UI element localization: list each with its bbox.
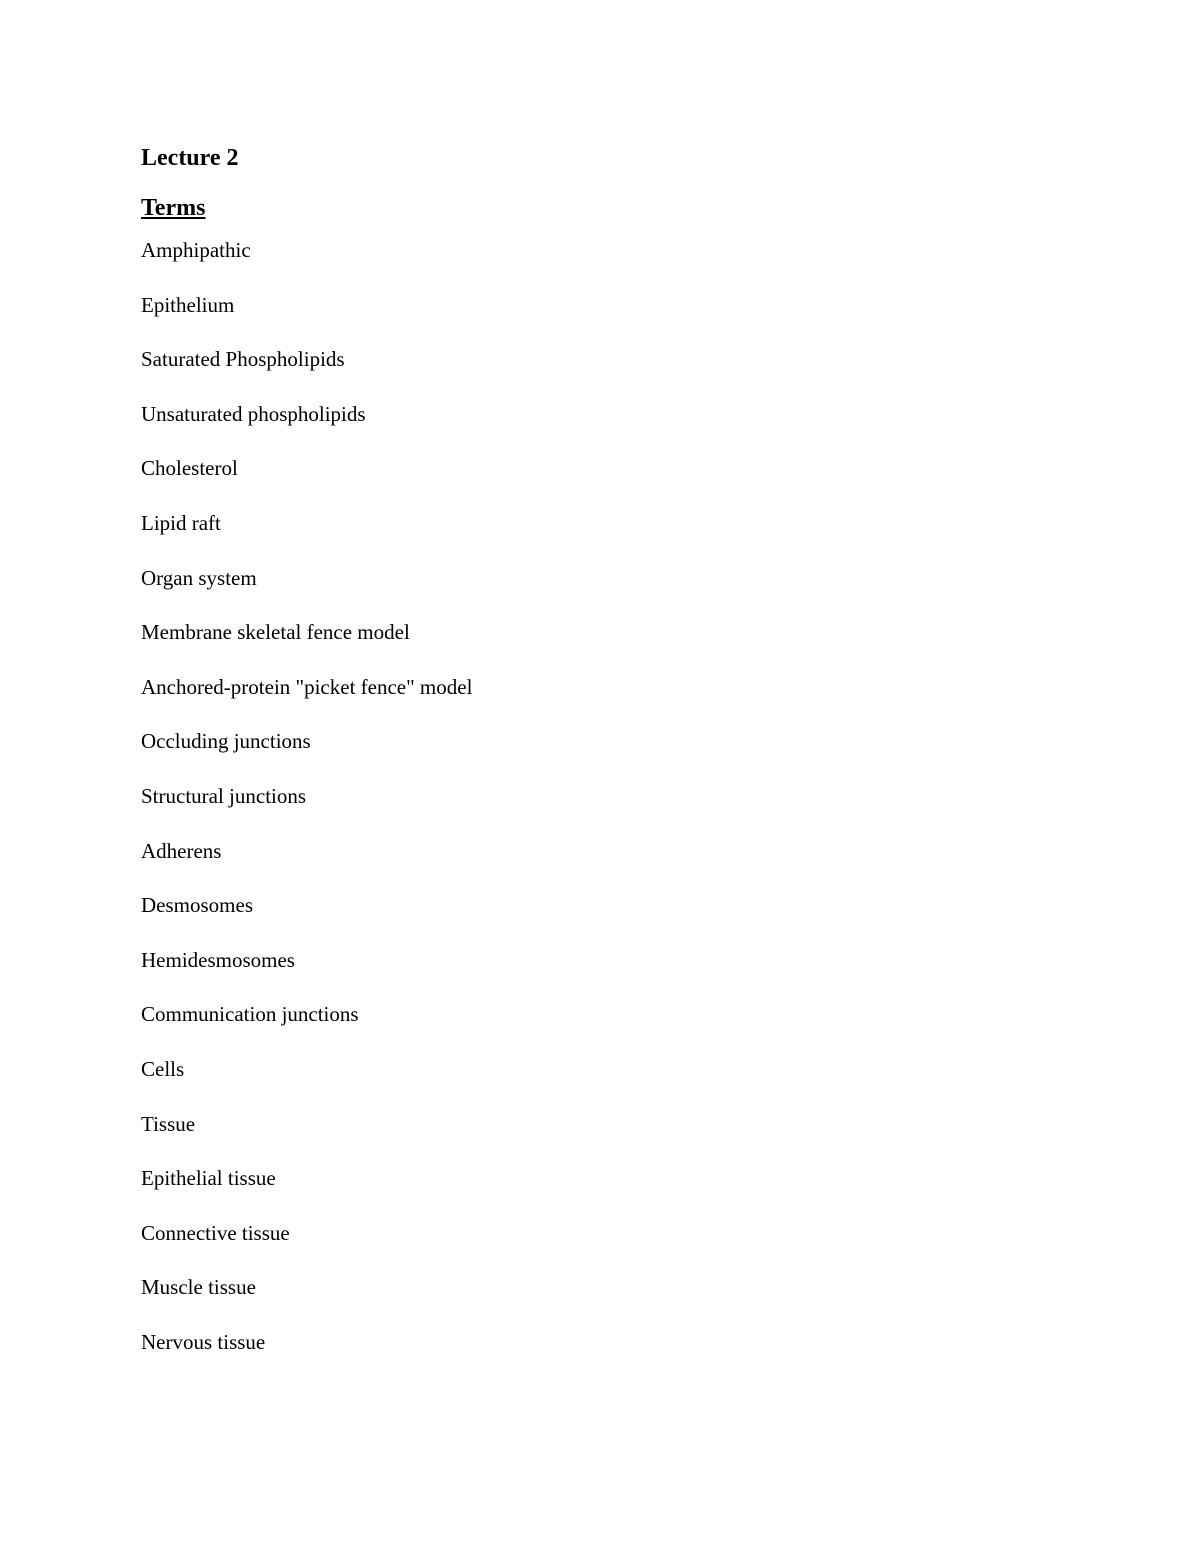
term-item: Adherens bbox=[141, 838, 222, 863]
term-item: Desmosomes bbox=[141, 893, 253, 918]
term-item: Occluding junctions bbox=[141, 729, 311, 754]
term-item: Lipid raft bbox=[141, 510, 221, 535]
terms-list bbox=[141, 235, 1061, 1357]
term-item: Organ system bbox=[141, 565, 257, 590]
term-item: Membrane skeletal fence model bbox=[141, 620, 410, 645]
term-item: Saturated Phospholipids bbox=[141, 347, 345, 372]
document-title: Lecture 2 bbox=[141, 145, 239, 171]
term-item: Structural junctions bbox=[141, 783, 307, 808]
term-item: Tissue bbox=[141, 1111, 196, 1136]
term-item: Communication junctions bbox=[141, 1002, 359, 1027]
term-item: Hemidesmosomes bbox=[141, 947, 295, 972]
term-item: Unsaturated phospholipids bbox=[141, 401, 366, 426]
term-item: Epithelium bbox=[141, 292, 235, 317]
term-item: Epithelial tissue bbox=[141, 1166, 276, 1191]
term-item: Nervous tissue bbox=[141, 1329, 266, 1354]
term-item: Amphipathic bbox=[141, 238, 251, 262]
section-heading-terms: Terms bbox=[141, 195, 206, 221]
term-item: Cells bbox=[141, 1056, 185, 1081]
term-item: Cholesterol bbox=[141, 456, 238, 481]
term-item: Connective tissue bbox=[141, 1220, 290, 1245]
term-item: Anchored-protein "picket fence" model bbox=[141, 674, 473, 699]
document-content bbox=[141, 141, 1061, 1371]
term-item: Muscle tissue bbox=[141, 1275, 256, 1300]
